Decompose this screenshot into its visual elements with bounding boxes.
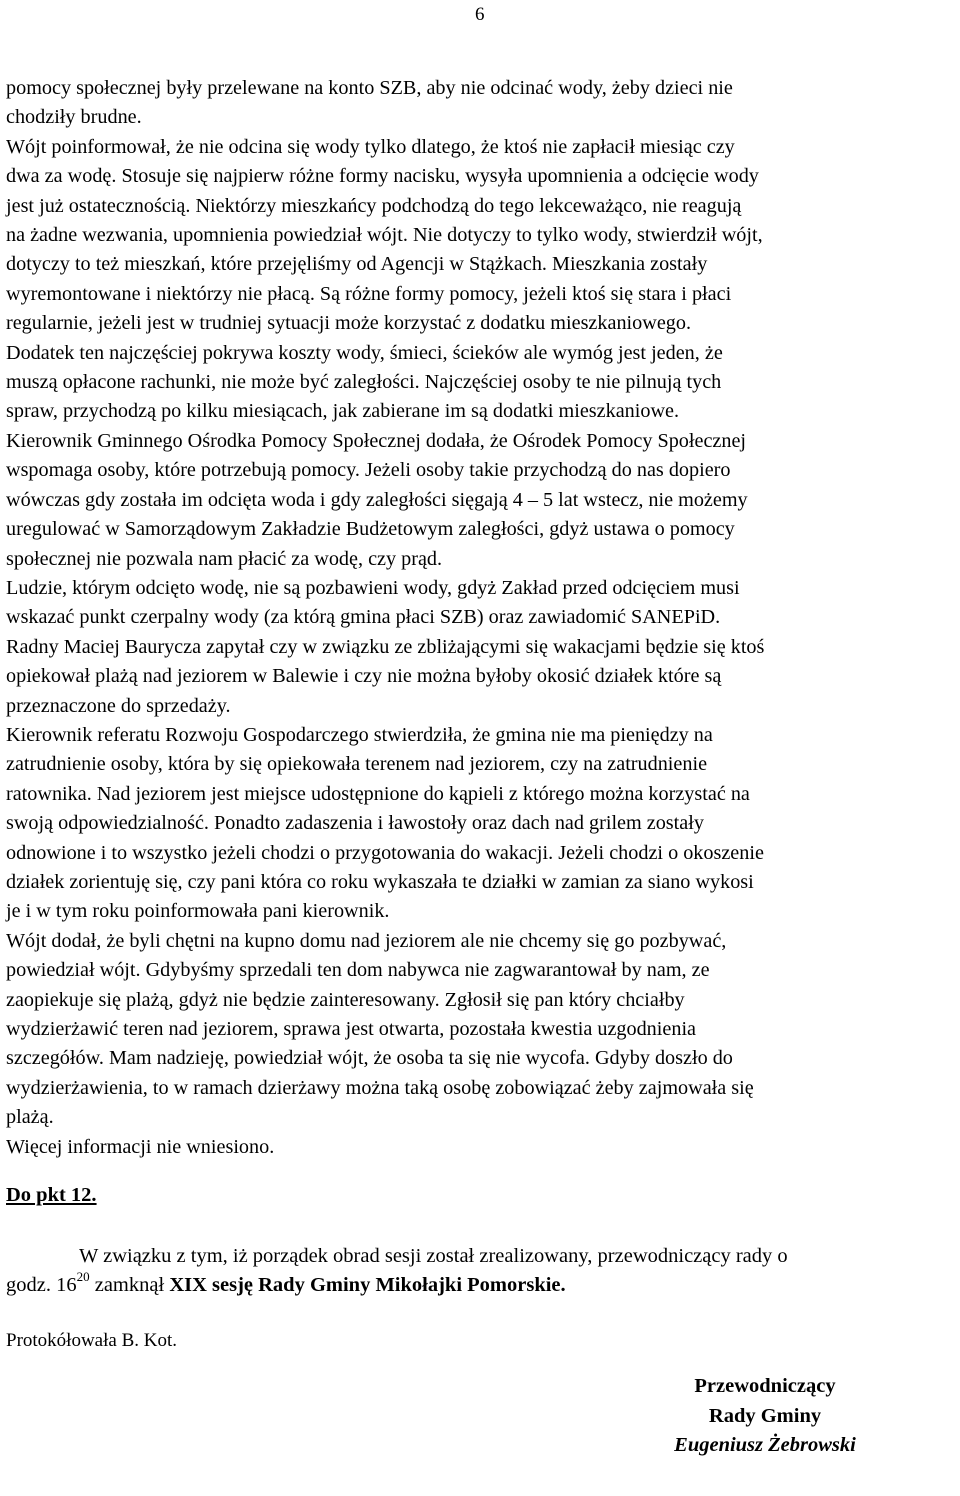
body-line: na żadne wezwania, upomnienia powiedział wójt. Nie dotyczy to tylko wody, stwierdził wójt, bbox=[6, 224, 763, 247]
body-line: wspomaga osoby, które potrzebują pomocy. Jeżeli osoby takie przychodzą do nas dopiero bbox=[6, 459, 731, 482]
body-line: swoją odpowiedzialność. Ponadto zadaszenia i ławostoły oraz dach nad grilem zostały bbox=[6, 812, 704, 835]
closing-paragraph bbox=[6, 1242, 956, 1299]
body-line: regularnie, jeżeli jest w trudniej sytuacji może korzystać z dodatku mieszkaniowego. bbox=[6, 312, 692, 335]
page-number: 6 bbox=[475, 4, 485, 25]
body-line: zatrudnienie osoby, która by się opiekowała terenem nad jeziorem, czy na zatrudnienie bbox=[6, 753, 708, 776]
body-line: wydzierżawienia, to w ramach dzierżawy można taką osobę zobowiązać żeby zajmowała się bbox=[6, 1076, 754, 1099]
body-line: zaopiekuje się plażą, gdyż nie będzie zainteresowany. Zgłosił się pan który chciałby bbox=[6, 988, 685, 1011]
session-name: XIX sesję Rady Gminy Mikołajki Pomorskie. bbox=[169, 1273, 566, 1296]
signature-name: Eugeniusz Żebrowski bbox=[674, 1434, 856, 1456]
body-line: uregulować w Samorządowym Zakładzie Budżetowym zaległości, gdyż ustawa o pomocy bbox=[6, 518, 735, 541]
section-heading: Do pkt 12. bbox=[6, 1184, 97, 1206]
body-line: Kierownik referatu Rozwoju Gospodarczego stwierdziła, że gmina nie ma pieniędzy na bbox=[6, 723, 713, 746]
body-line: szczegółów. Mam nadzieję, powiedział wójt, że osoba ta się nie wycofa. Gdyby doszło do bbox=[6, 1047, 733, 1070]
body-line: Kierownik Gminnego Ośrodka Pomocy Społecznej dodała, że Ośrodek Pomocy Społecznej bbox=[6, 429, 747, 452]
signature-title: Przewodniczący bbox=[694, 1375, 836, 1397]
recorded-by: Protokółowała B. Kot. bbox=[6, 1330, 177, 1351]
signature-block bbox=[640, 1372, 890, 1461]
signature-body: Rady Gminy bbox=[708, 1404, 822, 1427]
body-line: Radny Maciej Baurycza zapytał czy w związku ze zbliżającymi się wakacjami będzie się ktoś bbox=[6, 635, 765, 658]
body-line: Ludzie, którym odcięto wodę, nie są pozbawieni wody, gdyż Zakład przed odcięciem musi bbox=[6, 576, 740, 599]
closing-line-1: W związku z tym, iż porządek obrad sesji został zrealizowany, przewodniczący rady o bbox=[79, 1245, 788, 1267]
body-line: dotyczy to też mieszkań, które przejęliśmy od Agencji w Stążkach. Mieszkania zostały bbox=[6, 253, 708, 276]
body-line: opiekował plażą nad jeziorem w Balewie i czy nie można byłoby okosić działek które są bbox=[6, 665, 722, 688]
body-line: dwa za wodę. Stosuje się najpierw różne formy nacisku, wysyła upomnienia a odcięcie wody bbox=[6, 165, 759, 188]
body-line: Dodatek ten najczęściej pokrywa koszty wody, śmieci, ścieków ale wymóg jest jeden, że bbox=[6, 341, 723, 364]
body-line: chodziły brudne. bbox=[6, 106, 142, 129]
body-line: przeznaczone do sprzedaży. bbox=[6, 694, 231, 717]
body-line: jest już ostatecznością. Niektórzy mieszkańcy podchodzą do tego lekceważąco, nie reagują bbox=[6, 194, 742, 217]
closing-text: zamknął bbox=[89, 1273, 170, 1296]
body-line: wówczas gdy została im odcięta woda i gdy zaległości sięgają 4 – 5 lat wstecz, nie możemy bbox=[6, 488, 748, 511]
body-line: plażą. bbox=[6, 1106, 54, 1129]
body-line: wyremontowane i niektórzy nie płacą. Są różne formy pomocy, jeżeli ktoś się stara i płaci bbox=[6, 282, 732, 305]
body-line: Więcej informacji nie wniesiono. bbox=[6, 1135, 275, 1158]
body-line: muszą opłacone rachunki, nie może być zaległości. Najczęściej osoby te nie pilnują tych bbox=[6, 371, 722, 394]
body-text bbox=[6, 74, 956, 1162]
body-line: wydzierżawić teren nad jeziorem, sprawa jest otwarta, pozostała kwestia uzgodnienia bbox=[6, 1018, 697, 1040]
body-line: pomocy społecznej były przelewane na konto SZB, aby nie odcinać wody, żeby dzieci nie bbox=[6, 77, 733, 99]
body-line: działek zorientuję się, czy pani która co roku wykaszała te działki w zamian za siano wykosi bbox=[6, 870, 754, 893]
closing-time-minutes: 20 bbox=[76, 1268, 90, 1284]
body-line: społecznej nie pozwala nam płacić za wodę, czy prąd. bbox=[6, 547, 443, 570]
closing-time-hour: godz. 16 bbox=[6, 1273, 77, 1296]
body-line: wskazać punkt czerpalny wody (za którą gmina płaci SZB) oraz zawiadomić SANEPiD. bbox=[6, 606, 721, 629]
body-line: spraw, przychodzą po kilku miesiącach, jak zabierane im są dodatki mieszkaniowe. bbox=[6, 400, 680, 423]
body-line: Wójt poinformował, że nie odcina się wody tylko dlatego, że ktoś nie zapłacił miesiąc czy bbox=[6, 135, 735, 158]
body-line: je i w tym roku poinformowała pani kierownik. bbox=[6, 900, 390, 923]
body-line: ratownika. Nad jeziorem jest miejsce udostępnione do kąpieli z którego można korzystać na bbox=[6, 782, 750, 805]
body-line: Wójt dodał, że byli chętni na kupno domu nad jeziorem ale nie chcemy się go pozbywać, bbox=[6, 929, 727, 952]
closing-line-2 bbox=[6, 1268, 956, 1300]
body-line: odnowione i to wszystko jeżeli chodzi o przygotowania do wakacji. Jeżeli chodzi o okoszenie bbox=[6, 841, 764, 864]
body-line: powiedział wójt. Gdybyśmy sprzedali ten dom nabywca nie zagwarantował by nam, ze bbox=[6, 959, 710, 982]
